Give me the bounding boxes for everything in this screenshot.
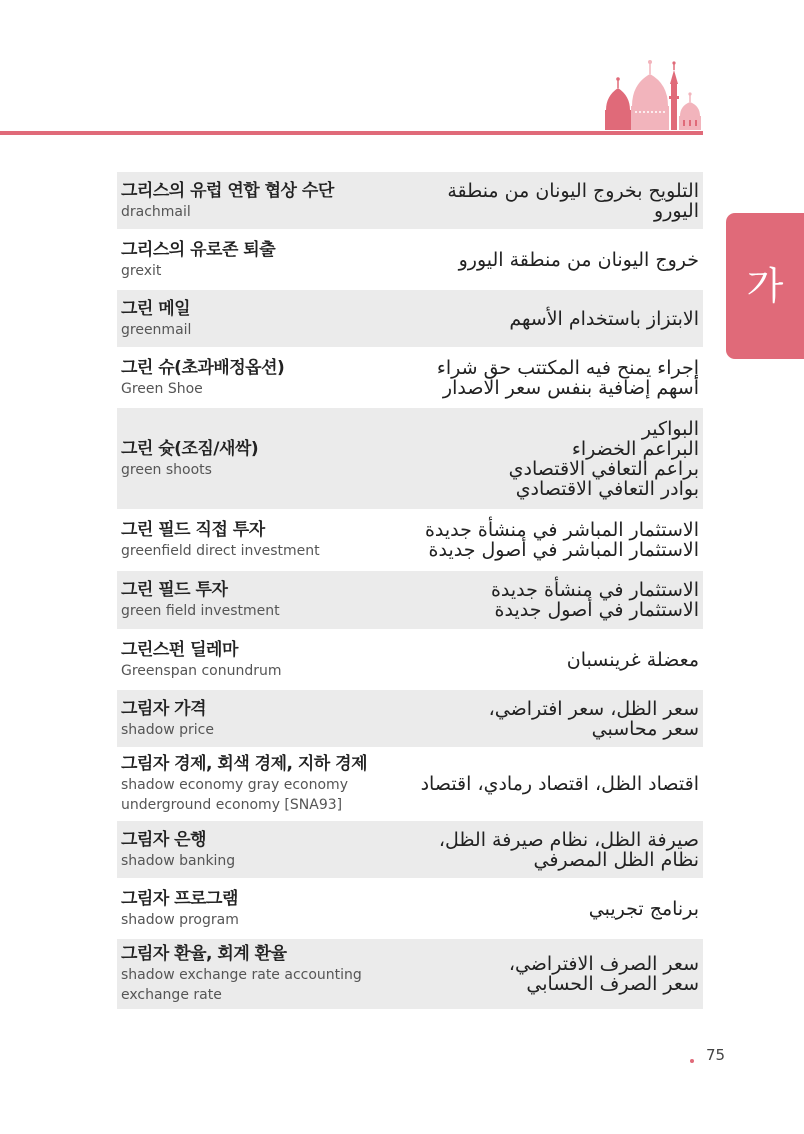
term-block bbox=[121, 829, 235, 871]
term-block bbox=[121, 639, 282, 681]
arabic-line: الابتزاز باستخدام الأسهم bbox=[509, 307, 699, 330]
arabic-line: الاستثمار المباشر في منشأة جديدة bbox=[424, 519, 699, 541]
glossary-row bbox=[117, 290, 703, 347]
glossary-row bbox=[117, 631, 703, 688]
glossary-row bbox=[117, 408, 703, 509]
glossary-row bbox=[117, 571, 703, 629]
korean-term: 그린 필드 직접 투자 bbox=[121, 520, 265, 540]
arabic-translation bbox=[258, 419, 699, 499]
arabic-line: براعم التعافي الاقتصادي bbox=[508, 457, 699, 480]
korean-term: 그린 슛(조짐/새싹) bbox=[121, 438, 259, 459]
korean-term: 그림자 경제, 회색 경제, 지하 경제 bbox=[121, 754, 367, 774]
glossary-row bbox=[117, 511, 703, 569]
arabic-translation bbox=[320, 520, 699, 560]
term-block bbox=[121, 888, 239, 930]
english-term: shadow economy gray economy bbox=[121, 777, 348, 793]
arabic-translation bbox=[214, 699, 699, 739]
mosque-domes-icon bbox=[598, 58, 702, 133]
arabic-translation bbox=[282, 650, 699, 670]
glossary-row bbox=[117, 349, 703, 406]
glossary-table bbox=[117, 172, 703, 1011]
glossary-row bbox=[117, 231, 703, 288]
term-block bbox=[121, 298, 191, 340]
korean-term: 그림자 프로그램 bbox=[121, 888, 238, 909]
page-number-dot bbox=[690, 1059, 694, 1063]
term-block bbox=[121, 438, 258, 480]
glossary-row bbox=[117, 939, 703, 1009]
page-number: 75 bbox=[706, 1046, 726, 1064]
term-block bbox=[121, 357, 284, 399]
arabic-line: التلويح بخروج اليونان من منطقة bbox=[447, 179, 699, 202]
english-term: green field investment bbox=[121, 603, 280, 619]
korean-term: 그린 슈(초과배정옵션) bbox=[121, 357, 285, 378]
term-block bbox=[121, 519, 320, 561]
glossary-row bbox=[117, 172, 703, 229]
arabic-line: خروج اليونان من منطقة اليورو bbox=[458, 248, 699, 271]
arabic-line: سعر الظل، سعر افتراضي، bbox=[488, 697, 699, 720]
english-term: Green Shoe bbox=[121, 380, 203, 397]
arabic-line: البواكير bbox=[641, 417, 699, 440]
korean-term: 그린 메일 bbox=[121, 298, 191, 319]
arabic-line: اليورو bbox=[654, 199, 699, 222]
english-term: shadow exchange rate accounting bbox=[121, 967, 362, 983]
term-block bbox=[121, 579, 280, 621]
term-block bbox=[121, 698, 214, 740]
arabic-line: برنامج تجريبي bbox=[588, 897, 699, 920]
korean-term: 그린스펀 딜레마 bbox=[121, 639, 238, 660]
arabic-line: أسهم إضافية بنفس سعر الاصدار bbox=[442, 376, 699, 399]
english-term: greenfield direct investment bbox=[121, 543, 320, 559]
korean-term: 그린 필드 투자 bbox=[121, 580, 228, 600]
arabic-line: صيرفة الظل، نظام صيرفة الظل، bbox=[438, 828, 699, 851]
arabic-line: نظام الظل المصرفي bbox=[533, 848, 699, 871]
arabic-line: بوادر التعافي الاقتصادي bbox=[515, 477, 699, 500]
arabic-translation bbox=[334, 181, 699, 221]
term-block bbox=[121, 239, 275, 281]
arabic-line: معضلة غرينسبان bbox=[566, 648, 699, 671]
term-block bbox=[121, 180, 334, 222]
arabic-line: اقتصاد الظل، اقتصاد رمادي، اقتصاد bbox=[420, 773, 699, 795]
arabic-translation bbox=[284, 358, 699, 398]
english-term: green shoots bbox=[121, 461, 212, 478]
english-term: underground economy [SNA93] bbox=[121, 797, 343, 813]
glossary-row bbox=[117, 880, 703, 937]
arabic-line: البراعم الخضراء bbox=[571, 437, 699, 460]
korean-term: 그리스의 유럽 연합 협상 수단 bbox=[121, 180, 334, 201]
arabic-translation bbox=[275, 250, 699, 270]
arabic-translation bbox=[362, 954, 699, 994]
arabic-translation bbox=[280, 580, 699, 620]
arabic-line: سعر الصرف الافتراضي، bbox=[508, 953, 699, 975]
glossary-row bbox=[117, 690, 703, 747]
korean-term: 그리스의 유로존 퇴출 bbox=[121, 239, 276, 260]
english-term: exchange rate bbox=[121, 987, 222, 1003]
term-block bbox=[121, 753, 367, 815]
arabic-line: سعر محاسبي bbox=[591, 717, 699, 740]
arabic-translation bbox=[239, 899, 699, 919]
english-term: Greenspan conundrum bbox=[121, 662, 282, 679]
korean-term: 그림자 환율, 회계 환율 bbox=[121, 944, 287, 964]
english-term: drachmail bbox=[121, 203, 191, 220]
english-term: shadow price bbox=[121, 721, 214, 738]
english-term: shadow program bbox=[121, 911, 239, 928]
english-term: grexit bbox=[121, 262, 162, 279]
korean-term: 그림자 은행 bbox=[121, 829, 207, 850]
glossary-row bbox=[117, 821, 703, 878]
korean-term: 그림자 가격 bbox=[121, 698, 207, 719]
english-term: shadow banking bbox=[121, 852, 236, 869]
arabic-line: الاستثمار في منشأة جديدة bbox=[490, 579, 699, 601]
term-block bbox=[121, 943, 362, 1005]
glossary-row bbox=[117, 749, 703, 819]
arabic-translation bbox=[191, 309, 699, 329]
arabic-translation bbox=[235, 830, 699, 870]
arabic-line: سعر الصرف الحسابي bbox=[526, 973, 699, 995]
arabic-line: إجراء يمنح فيه المكتتب حق شراء bbox=[436, 356, 699, 379]
english-term: greenmail bbox=[121, 321, 192, 338]
arabic-line: الاستثمار في أصول جديدة bbox=[494, 599, 699, 621]
arabic-translation bbox=[367, 774, 699, 794]
arabic-line: الاستثمار المباشر في أصول جديدة bbox=[428, 539, 699, 561]
section-tab[interactable]: 가 bbox=[726, 213, 804, 359]
